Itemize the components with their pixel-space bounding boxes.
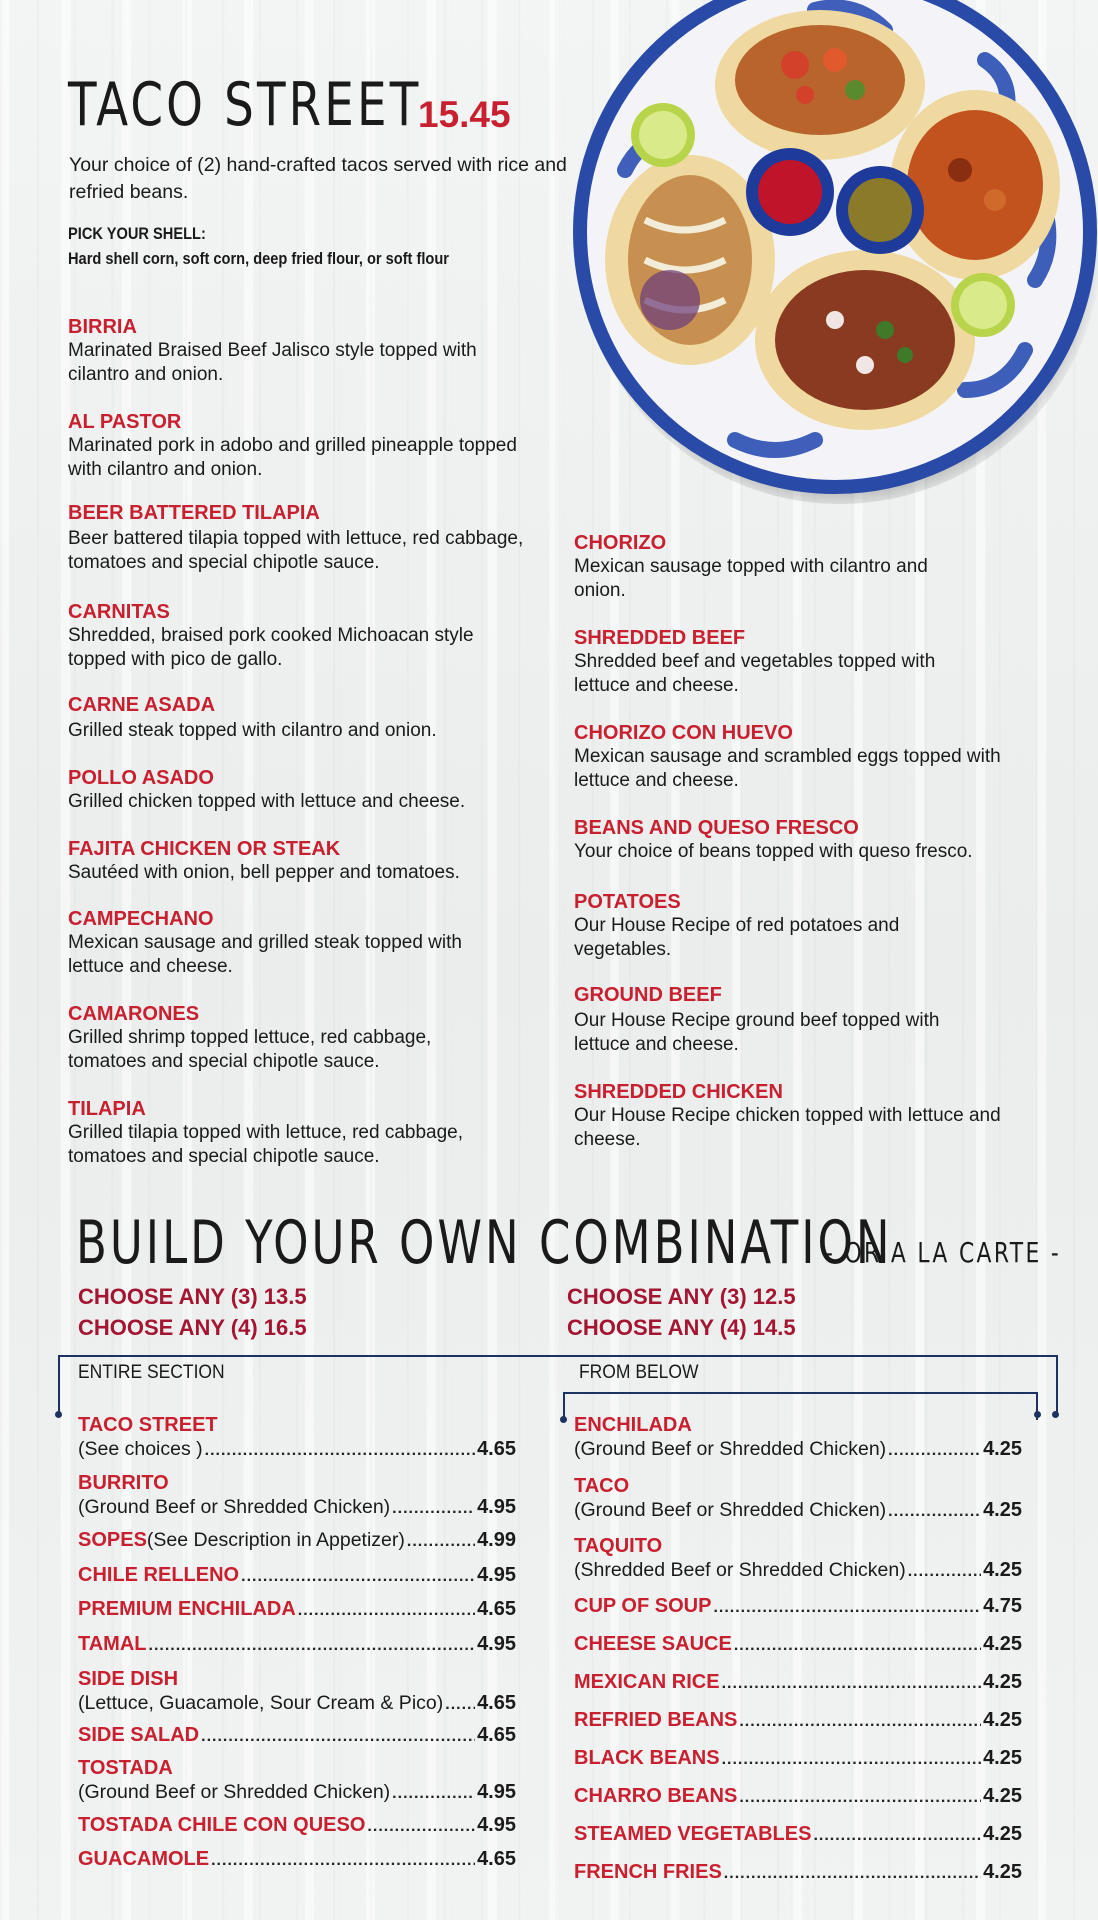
item-price: 4.25 (983, 1861, 1022, 1883)
item-sub: (Ground Beef or Shredded Chicken) (78, 1496, 391, 1518)
taco-desc: Our House Recipe of red potatoes and vegetables. (574, 915, 900, 960)
item-price: 4.95 (477, 1633, 516, 1655)
taco-plate-photo (565, 0, 1098, 510)
taco-item (574, 984, 1014, 1057)
price-row (78, 1724, 516, 1747)
taco-item (68, 502, 524, 575)
bracket-dot (55, 1411, 62, 1418)
left-choice-3: CHOOSE ANY (3) 13.5 (78, 1284, 307, 1309)
page-title: TACO STREET (68, 70, 422, 140)
item-price: 4.25 (983, 1709, 1022, 1731)
right-choice-3: CHOOSE ANY (3) 12.5 (567, 1284, 796, 1309)
item-price: 4.25 (983, 1785, 1022, 1807)
item-price: 4.25 (983, 1823, 1022, 1845)
taco-desc: Grilled steak topped with cilantro and onion. (68, 720, 437, 741)
price-row (78, 1848, 516, 1871)
taco-name: POLLO ASADO (68, 767, 214, 789)
item-name: CHEESE SAUCE (574, 1633, 732, 1655)
price-row (78, 1414, 516, 1461)
taco-name: GROUND BEEF (574, 984, 722, 1006)
item-price: 4.25 (983, 1438, 1022, 1460)
item-price: 4.65 (477, 1438, 516, 1460)
item-name: TOSTADA (78, 1757, 173, 1779)
taco-name: CARNE ASADA (68, 694, 216, 716)
item-price: 4.95 (477, 1564, 516, 1586)
taco-desc: Our House Recipe ground beef topped with lettuce and cheese. (574, 1010, 940, 1055)
item-name: FRENCH FRIES (574, 1861, 722, 1883)
taco-name: CHORIZO (574, 532, 667, 554)
price-row (78, 1598, 516, 1621)
taco-item (68, 1098, 508, 1169)
item-name: CHILE RELLENO (78, 1564, 240, 1586)
taco-item (574, 817, 1014, 864)
taco-name: CAMARONES (68, 1003, 200, 1025)
item-price: 4.65 (477, 1724, 516, 1746)
taco-name: SHREDDED CHICKEN (574, 1081, 783, 1103)
item-name: ENCHILADA (574, 1414, 692, 1436)
taco-name: BEANS AND QUESO FRESCO (574, 817, 859, 839)
bracket-dot (560, 1416, 567, 1423)
item-name: PREMIUM ENCHILADA (78, 1598, 296, 1620)
price-row (574, 1475, 1022, 1522)
price-row (78, 1757, 516, 1804)
item-price: 4.95 (477, 1781, 516, 1803)
taco-name: SHREDDED BEEF (574, 627, 746, 649)
taco-name: POTATOES (574, 891, 681, 913)
item-sub: (Ground Beef or Shredded Chicken) (574, 1499, 887, 1521)
taco-item (68, 838, 508, 885)
item-sub: (Shredded Beef or Shredded Chicken) (574, 1559, 906, 1581)
right-section-label: FROM BELOW (579, 1362, 699, 1383)
price-row (574, 1414, 1022, 1461)
item-name: GUACAMOLE (78, 1848, 210, 1870)
taco-item (68, 694, 508, 743)
bracket-dot (1034, 1411, 1041, 1418)
item-name: SOPES (78, 1529, 147, 1551)
price-row (574, 1535, 1022, 1582)
taco-desc: Marinated pork in adobo and grilled pineapple topped with cilantro and onion. (68, 435, 517, 480)
left-choice-4: CHOOSE ANY (4) 16.5 (78, 1315, 307, 1340)
taco-item (68, 601, 508, 672)
item-price: 4.75 (983, 1595, 1022, 1617)
item-name: SIDE SALAD (78, 1724, 200, 1746)
item-price: 4.65 (477, 1692, 516, 1714)
combo-subtitle: - OR A LA CARTE - (825, 1236, 1062, 1269)
taco-item (68, 1003, 508, 1074)
taco-name: CARNITAS (68, 601, 170, 623)
combo-title: BUILD YOUR OWN COMBINATION (76, 1208, 893, 1278)
taco-name: BIRRIA (68, 316, 137, 338)
taco-item (68, 316, 508, 387)
taco-item (574, 1081, 1014, 1152)
price-row (574, 1861, 1022, 1884)
price-row (574, 1633, 1022, 1656)
taco-street-price: 15.45 (418, 94, 511, 135)
item-price: 4.65 (477, 1848, 516, 1870)
price-row (574, 1595, 1022, 1618)
taco-desc: Mexican sausage and grilled steak topped with lettuce and cheese. (68, 932, 462, 977)
shell-options: Hard shell corn, soft corn, deep fried flour, or soft flour (68, 249, 449, 268)
taco-item (574, 722, 1014, 793)
bracket-dot (1052, 1411, 1059, 1418)
taco-item (574, 532, 1014, 603)
item-name: TAQUITO (574, 1535, 663, 1557)
price-row (78, 1633, 516, 1656)
intro-text: Your choice of (2) hand-crafted tacos served with rice and refried beans. (69, 154, 567, 203)
item-name: BURRITO (78, 1472, 169, 1494)
item-name: MEXICAN RICE (574, 1671, 720, 1693)
price-row (574, 1785, 1022, 1808)
taco-desc: Sautéed with onion, bell pepper and tomatoes. (68, 862, 460, 883)
price-row (574, 1823, 1022, 1846)
taco-item (68, 767, 508, 814)
taco-item (574, 627, 1014, 698)
price-row (78, 1814, 516, 1837)
item-price: 4.25 (983, 1633, 1022, 1655)
price-row (574, 1671, 1022, 1694)
taco-desc: Shredded, braised pork cooked Michoacan style topped with pico de gallo. (68, 625, 474, 670)
item-name: CUP OF SOUP (574, 1595, 712, 1617)
taco-name: CHORIZO CON HUEVO (574, 722, 793, 744)
item-price: 4.25 (983, 1559, 1022, 1581)
taco-item (68, 411, 517, 482)
item-name: TACO (574, 1475, 630, 1497)
item-price: 4.95 (477, 1496, 516, 1518)
price-row (78, 1668, 516, 1715)
item-sub: (Lettuce, Guacamole, Sour Cream & Pico) (78, 1692, 444, 1714)
item-price: 4.25 (983, 1671, 1022, 1693)
item-price: 4.25 (983, 1747, 1022, 1769)
item-price: 4.65 (477, 1598, 516, 1620)
price-row (78, 1472, 516, 1519)
right-choice-4: CHOOSE ANY (4) 14.5 (567, 1315, 796, 1340)
item-name: STEAMED VEGETABLES (574, 1823, 812, 1845)
taco-name: FAJITA CHICKEN OR STEAK (68, 838, 341, 860)
taco-desc: Your choice of beans topped with queso fresco. (574, 841, 973, 862)
item-name: CHARRO BEANS (574, 1785, 738, 1807)
taco-item (574, 891, 1014, 962)
taco-desc: Shredded beef and vegetables topped with lettuce and cheese. (574, 651, 936, 696)
taco-desc: Mexican sausage and scrambled eggs topped with lettuce and cheese. (574, 746, 1001, 791)
taco-desc: Beer battered tilapia topped with lettuce, red cabbage, tomatoes and special chipotle sauce. (68, 528, 524, 573)
item-name: TACO STREET (78, 1414, 218, 1436)
shell-heading: PICK YOUR SHELL: (68, 224, 206, 243)
price-row (574, 1747, 1022, 1770)
taco-name: TILAPIA (68, 1098, 146, 1120)
taco-desc: Marinated Braised Beef Jalisco style topped with cilantro and onion. (68, 340, 477, 385)
taco-item (68, 908, 508, 979)
item-sub: (Ground Beef or Shredded Chicken) (574, 1438, 887, 1460)
item-sub: (Ground Beef or Shredded Chicken) (78, 1781, 391, 1803)
taco-desc: Grilled chicken topped with lettuce and cheese. (68, 791, 466, 812)
price-row (78, 1564, 516, 1587)
price-row (78, 1529, 516, 1552)
item-sub: (See choices ) (78, 1438, 203, 1460)
price-row (574, 1709, 1022, 1732)
item-name: TAMAL (78, 1633, 147, 1655)
taco-desc: Grilled shrimp topped lettuce, red cabbage, tomatoes and special chipotle sauce. (68, 1027, 432, 1072)
taco-name: BEER BATTERED TILAPIA (68, 502, 320, 524)
taco-desc: Mexican sausage topped with cilantro and onion. (574, 556, 928, 601)
left-section-label: ENTIRE SECTION (78, 1362, 225, 1383)
taco-desc: Grilled tilapia topped with lettuce, red cabbage, tomatoes and special chipotle sauce. (68, 1122, 464, 1167)
taco-name: AL PASTOR (68, 411, 182, 433)
taco-name: CAMPECHANO (68, 908, 214, 930)
item-price: 4.25 (983, 1499, 1022, 1521)
taco-desc: Our House Recipe chicken topped with lettuce and cheese. (574, 1105, 1001, 1150)
item-price: 4.95 (477, 1814, 516, 1836)
item-name: SIDE DISH (78, 1668, 179, 1690)
item-name: REFRIED BEANS (574, 1709, 738, 1731)
item-price: 4.99 (477, 1529, 516, 1551)
item-name: BLACK BEANS (574, 1747, 720, 1769)
item-name: TOSTADA CHILE CON QUESO (78, 1814, 366, 1836)
item-sub: (See Description in Appetizer) (146, 1529, 405, 1551)
